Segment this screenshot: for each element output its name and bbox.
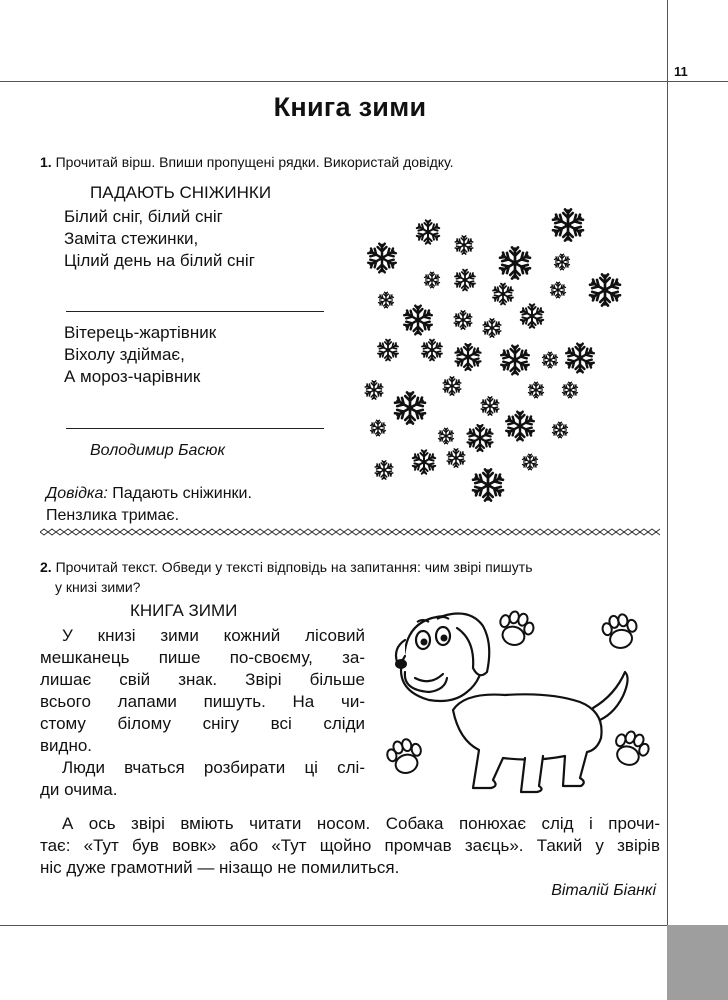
poem-title: ПАДАЮТЬ СНІЖИНКИ	[90, 183, 272, 202]
margin-line	[667, 0, 668, 1000]
page-title: Книга зими	[273, 92, 427, 122]
hint-text: Пензлика тримає.	[46, 507, 180, 524]
story-author: Віталій Біанкі	[551, 882, 656, 899]
story-line: ніс дуже грамотний — нізащо не помилиться.	[40, 858, 400, 877]
story-line: мешканець пише по-своєму, за-	[40, 648, 365, 667]
poem-author: Володимир Басюк	[90, 442, 225, 459]
dog-illustration	[375, 600, 660, 800]
corner-tab	[667, 925, 728, 1000]
story-line: У книзі зими кожний лісовий	[62, 626, 365, 645]
story-line: А ось звірі вміють читати носом. Собака понюхає слід і прочи-	[62, 814, 660, 833]
fill-in-line-2[interactable]	[66, 428, 324, 429]
snowflakes-illustration	[350, 200, 650, 510]
story-line: стому білому снігу всі сліди	[40, 714, 365, 733]
poem-line: Заміта стежинки,	[64, 229, 199, 248]
hint	[46, 483, 252, 527]
story-title: КНИГА ЗИМИ	[130, 601, 238, 620]
poem-line: Цілий день на білий сніг	[64, 251, 255, 270]
snowflake-icon	[365, 209, 621, 500]
hint-label: Довідка:	[46, 485, 108, 502]
poem-line: Вітерець-жартівник	[64, 323, 217, 342]
fill-in-line-1[interactable]	[66, 311, 324, 312]
poem-line: Віхолу здіймає,	[64, 345, 185, 364]
story-line: ди очима.	[40, 780, 118, 799]
footer-rule	[0, 925, 667, 926]
task1-number: 1.	[40, 154, 52, 170]
story-line: тає: «Тут був вовк» або «Тут щойно промчав заєць». Такий у звірів	[40, 836, 660, 855]
story-line: Люди вчаться розбирати ці слі-	[62, 758, 365, 777]
task2-number: 2.	[40, 559, 52, 575]
header-rule	[0, 81, 728, 82]
task2-instruction: 2. Прочитай текст. Обведи у тексті відповідь на запитання: чим звірі пишуть у книзі зими?	[40, 559, 533, 595]
story-text-full	[40, 813, 660, 879]
page-number: 11	[674, 64, 688, 79]
section-divider	[40, 528, 660, 536]
hint-text: Падають сніжинки.	[112, 485, 252, 502]
story-text-wrapped	[40, 625, 365, 801]
poem-stanza1	[64, 206, 255, 272]
poem-stanza2	[64, 322, 216, 388]
story-line: лишає свій знак. Звірі більше	[40, 670, 365, 689]
story-line: видно.	[40, 736, 93, 755]
task1-instruction: 1. Прочитай вірш. Впиши пропущені рядки. Використай довідку.	[40, 154, 454, 170]
poem-line: А мороз-чарівник	[64, 367, 201, 386]
story-line: всього лапами пишуть. На чи-	[40, 692, 365, 711]
poem-line: Білий сніг, білий сніг	[64, 207, 223, 226]
